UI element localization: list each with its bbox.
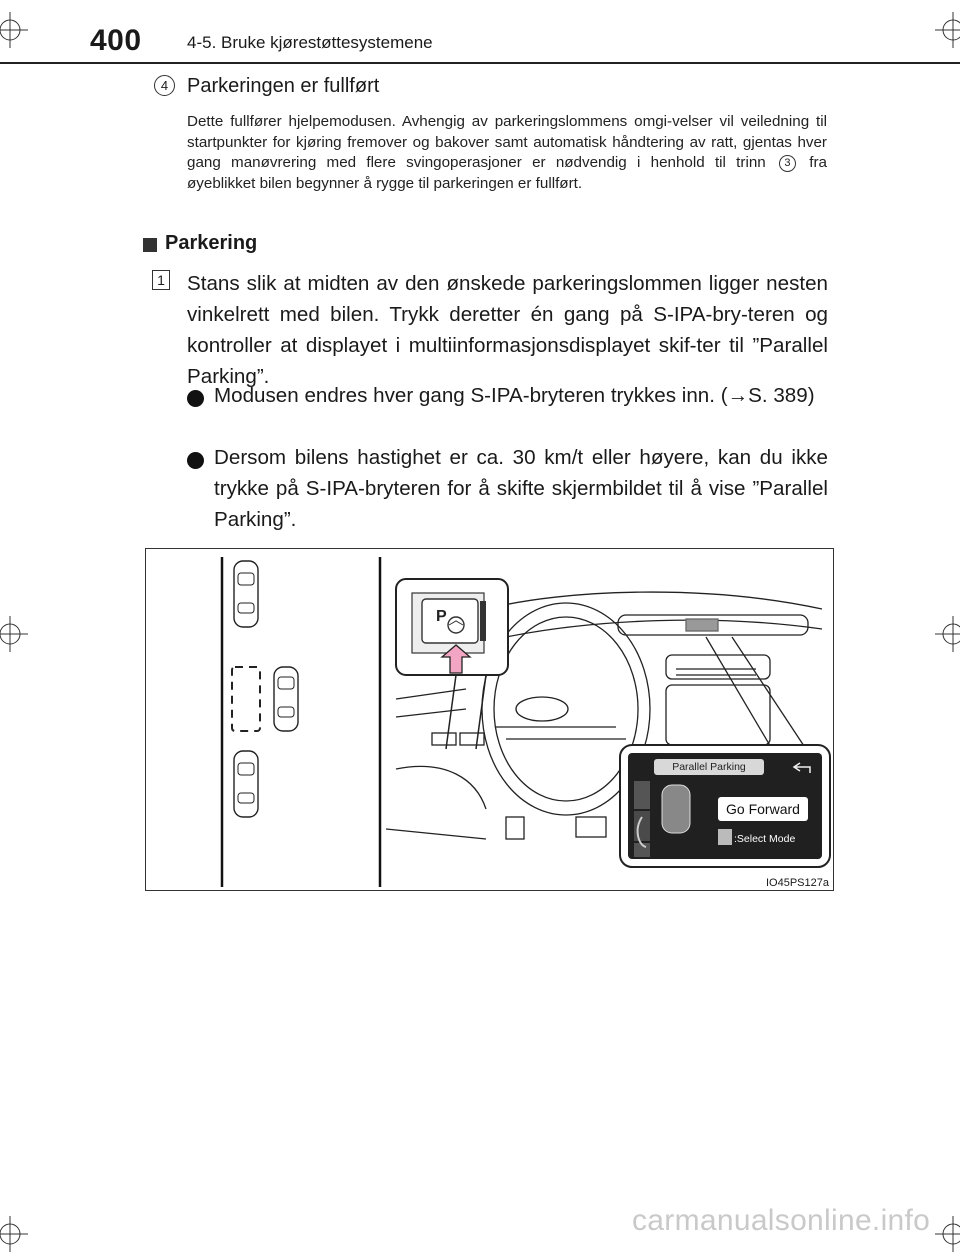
figure-code: IO45PS127a: [766, 877, 829, 889]
section-square-icon: [143, 238, 157, 252]
parking-slot-outline: [232, 667, 260, 731]
display-title: Parallel Parking: [672, 761, 746, 773]
registration-mark-mid-right: [935, 616, 960, 652]
step-4-body: [187, 112, 827, 194]
registration-mark-mid-left: [0, 616, 28, 652]
bullet-2-text: Dersom bilens hastighet er ca. 30 km/t eller høyere, kan du ikke trykke på S-IPA-bryteren for å skifte skjermbildet til å vise ”Parallel Parking”.: [214, 446, 828, 531]
mode-switch-icon: [718, 829, 732, 845]
step-marker-1: 1: [152, 270, 170, 290]
registration-mark-top-left: [0, 12, 28, 48]
watermark: carmanualsonline.info: [632, 1204, 931, 1237]
parking-heading: Parkering: [165, 232, 258, 254]
page-number: 400: [90, 24, 142, 57]
section-title: 4-5. Bruke kjørestøttesystemene: [187, 33, 433, 52]
step-4-heading: Parkeringen er fullført: [187, 75, 380, 97]
step-4-body-part1: Dette fullfører hjelpemodusen. Avhengig av parkeringslommens omgi-velser vil veiledning til startpunkter for kjøring fremover og bakover samt automatisk håndtering av ratt, gjentas hver gang manøvrering med flere svingoperasjoner er nødvendig i henhold til trinn: [187, 113, 827, 171]
registration-mark-bottom-right: [935, 1216, 960, 1252]
step-1-text: Stans slik at midten av den ønskede parkeringslommen ligger nesten vinkelrett med bilen. Trykk deretter én gang på S-IPA-bry-teren og kontroller at displayet i multiinformasjonsdisplayet skif-ter til ”Parallel Parking”.: [187, 272, 828, 388]
parking-illustration: [146, 549, 832, 889]
parked-car-icon: [234, 561, 258, 627]
bullet-1-text: Modusen endres hver gang S-IPA-bryteren trykkes inn. (→S. 389): [214, 384, 815, 407]
header-rule: [0, 62, 960, 64]
parked-car-icon: [234, 751, 258, 817]
switch-letter: P: [436, 608, 447, 625]
bullet-dot-icon: [187, 390, 204, 407]
display-go-forward-button: Go Forward: [726, 801, 800, 817]
registration-mark-top-right: [935, 12, 960, 48]
own-car-icon: [274, 667, 298, 731]
display-select-mode-label: :Select Mode: [734, 833, 796, 845]
illustration-frame: [145, 548, 834, 891]
switch-callout: [396, 579, 508, 749]
step-4-body-part2: fra øyeblikket bilen begynner å rygge til parkeringen er fullført.: [187, 154, 827, 192]
registration-mark-bottom-left: [0, 1216, 28, 1252]
step-marker-4: 4: [154, 75, 175, 96]
step-ref-marker-3: 3: [779, 155, 796, 172]
bullet-dot-icon: [187, 452, 204, 469]
